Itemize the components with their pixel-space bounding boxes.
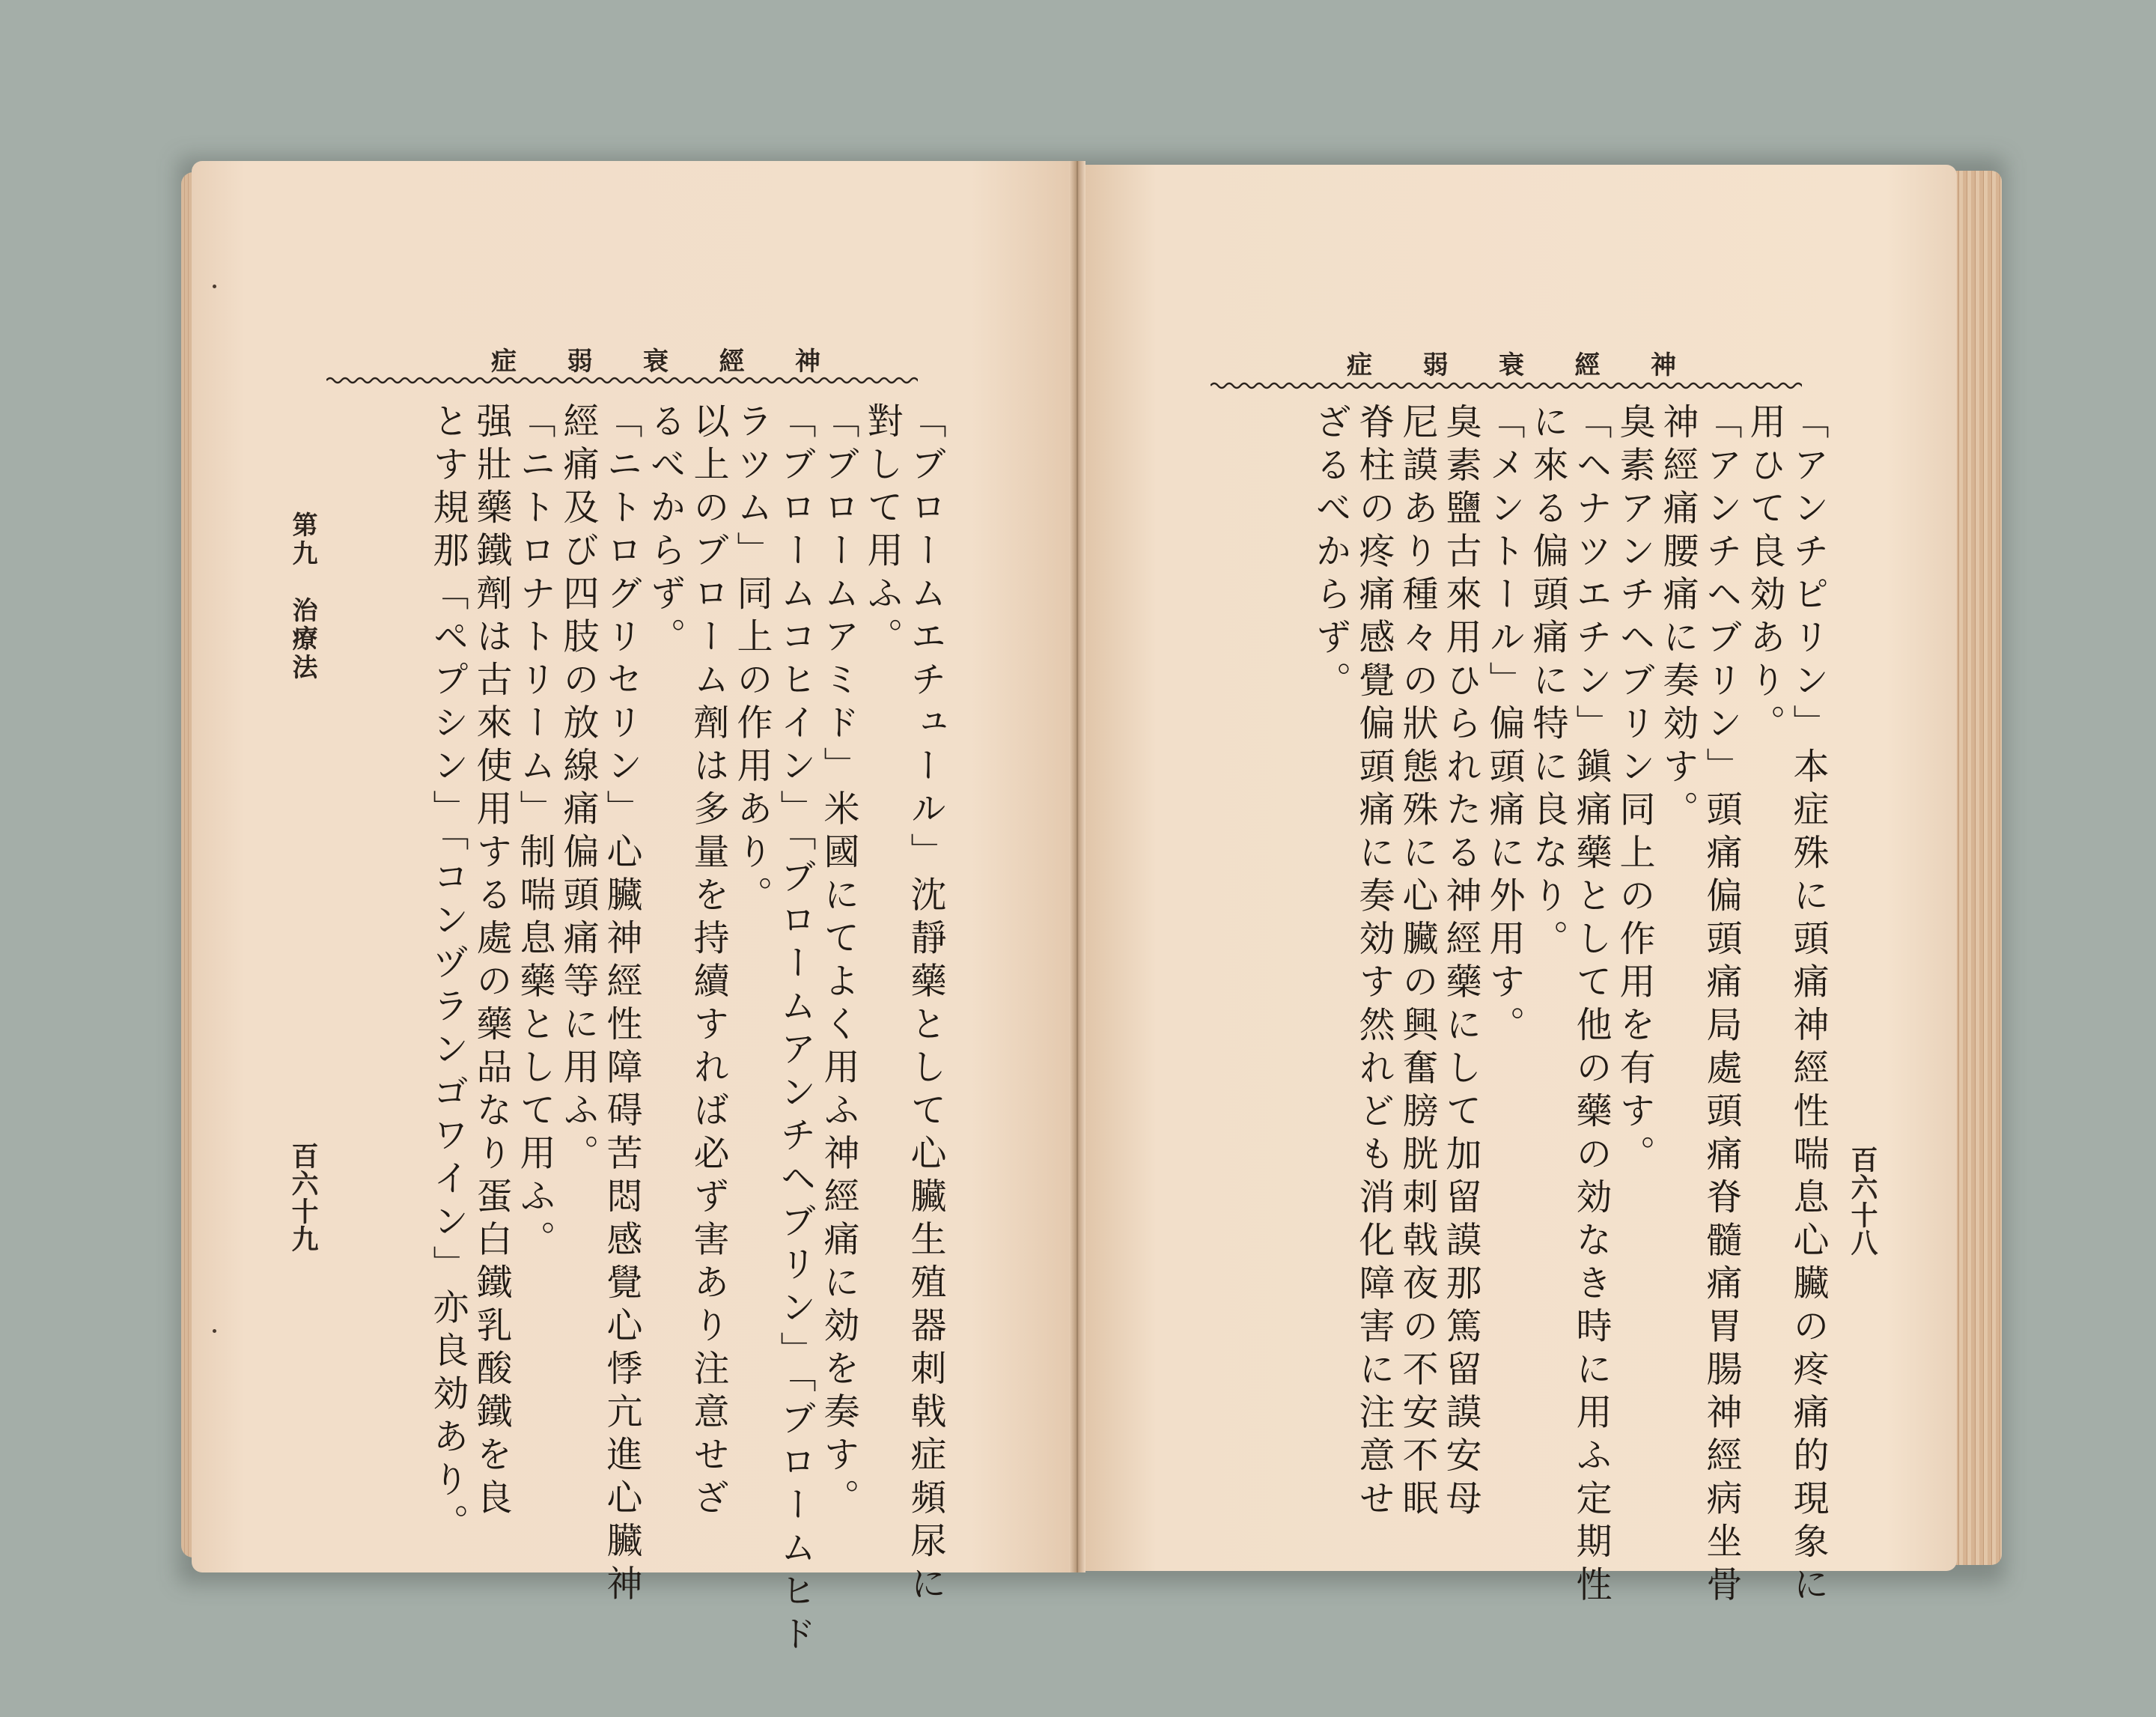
right-text-column-12: ざるべからず。 [1309,403,1351,705]
left-page [192,161,1077,1658]
left-section-label: 第九 治療法 [287,511,317,682]
left-text-column-9: 經痛及び四肢の放線痛偏頭痛等に用ふ。 [557,402,599,1177]
print-speck [213,285,216,288]
right-text-column-2: 用ひて良効あり。 [1744,403,1785,747]
book-gutter [1069,161,1085,1572]
left-running-header [491,341,820,377]
header-char: 症 [1347,350,1372,380]
right-text-column-9: 臭素鹽古來用ひられたる神經藥にして加留謨那篤留謨安母 [1440,403,1482,1522]
header-char: 神 [1651,350,1676,380]
left-text-column-12: とす規那「ペプシン」「コンヅランゴワイン」亦良効あり。 [427,402,469,1547]
right-text-column-4: 神經痛腰痛に奏効す。 [1657,403,1699,833]
right-page [1077,165,1957,1608]
right-text-column-10: 尼謨あり種々の狀態殊に心臟の興奮膀胱刺戟夜の不安不眠 [1396,403,1438,1522]
header-char: 衰 [643,347,669,377]
header-char: 症 [491,347,517,377]
left-text-column-4: 「ブロームコヒイン」「ブロームアンチヘブリン」「ブロームヒド [774,402,816,1658]
header-char: 經 [1574,350,1601,380]
print-speck [213,1329,216,1333]
left-text-column-3: 「ブロームアミド」米國にてよく用ふ神經痛に効を奏す。 [817,402,859,1522]
left-text-column-8: 「ニトログリセリン」心臟神經性障碍苦悶感覺心悸亢進心臟神 [600,402,642,1608]
left-page-number: 百六十九 [287,1142,319,1253]
header-char: 弱 [567,347,593,377]
left-text-column-2: 對して用ふ。 [861,402,903,660]
header-char: 衰 [1499,350,1524,380]
left-text-column-6: 以上のブローム劑は多量を持續すれば必ず害あり注意せざ [687,402,729,1522]
left-text-column-7: るべからず。 [644,402,686,660]
header-char: 經 [719,347,745,377]
right-text-column-3: 「アンチヘブリン」頭痛偏頭痛局處頭痛脊髓痛胃腸神經病坐骨 [1700,403,1742,1608]
right-text-column-7: に來る偏頭痛に特に良なり。 [1526,403,1568,963]
left-text-column-5: ラツム」同上の作用あり。 [731,402,773,919]
header-char: 弱 [1422,350,1449,380]
right-page-number: 百六十八 [1847,1146,1878,1256]
right-text-column-1: 「アンチピリン」本症殊に頭痛神經性喘息心臟の疼痛的現象に [1787,403,1829,1608]
right-header-rule [1211,380,1802,391]
left-header-rule [326,375,918,386]
left-text-column-1: 「ブロームエチュール」沈靜藥として心臟生殖器刺戟症頻尿に [904,402,946,1608]
right-text-column-5: 臭素アンチヘブリン同上の作用を有す。 [1613,403,1655,1178]
left-text-column-10: 「ニトロナトリーム」制喘息藥として用ふ。 [514,402,555,1263]
header-char: 神 [795,347,820,377]
right-text-column-8: 「メントール」偏頭痛に外用す。 [1483,403,1525,1049]
right-running-header [1347,344,1676,381]
left-text-column-11: 强壯藥鐵劑は古來使用する處の藥品なり蛋白鐵乳酸鐵を良 [470,402,512,1522]
right-text-column-6: 「ヘナツエチン」鎭痛藥として他の藥の効なき時に用ふ定期性 [1570,403,1612,1608]
right-text-column-11: 脊柱の疼痛感覺偏頭痛に奏効す然れども消化障害に注意せ [1353,403,1395,1522]
